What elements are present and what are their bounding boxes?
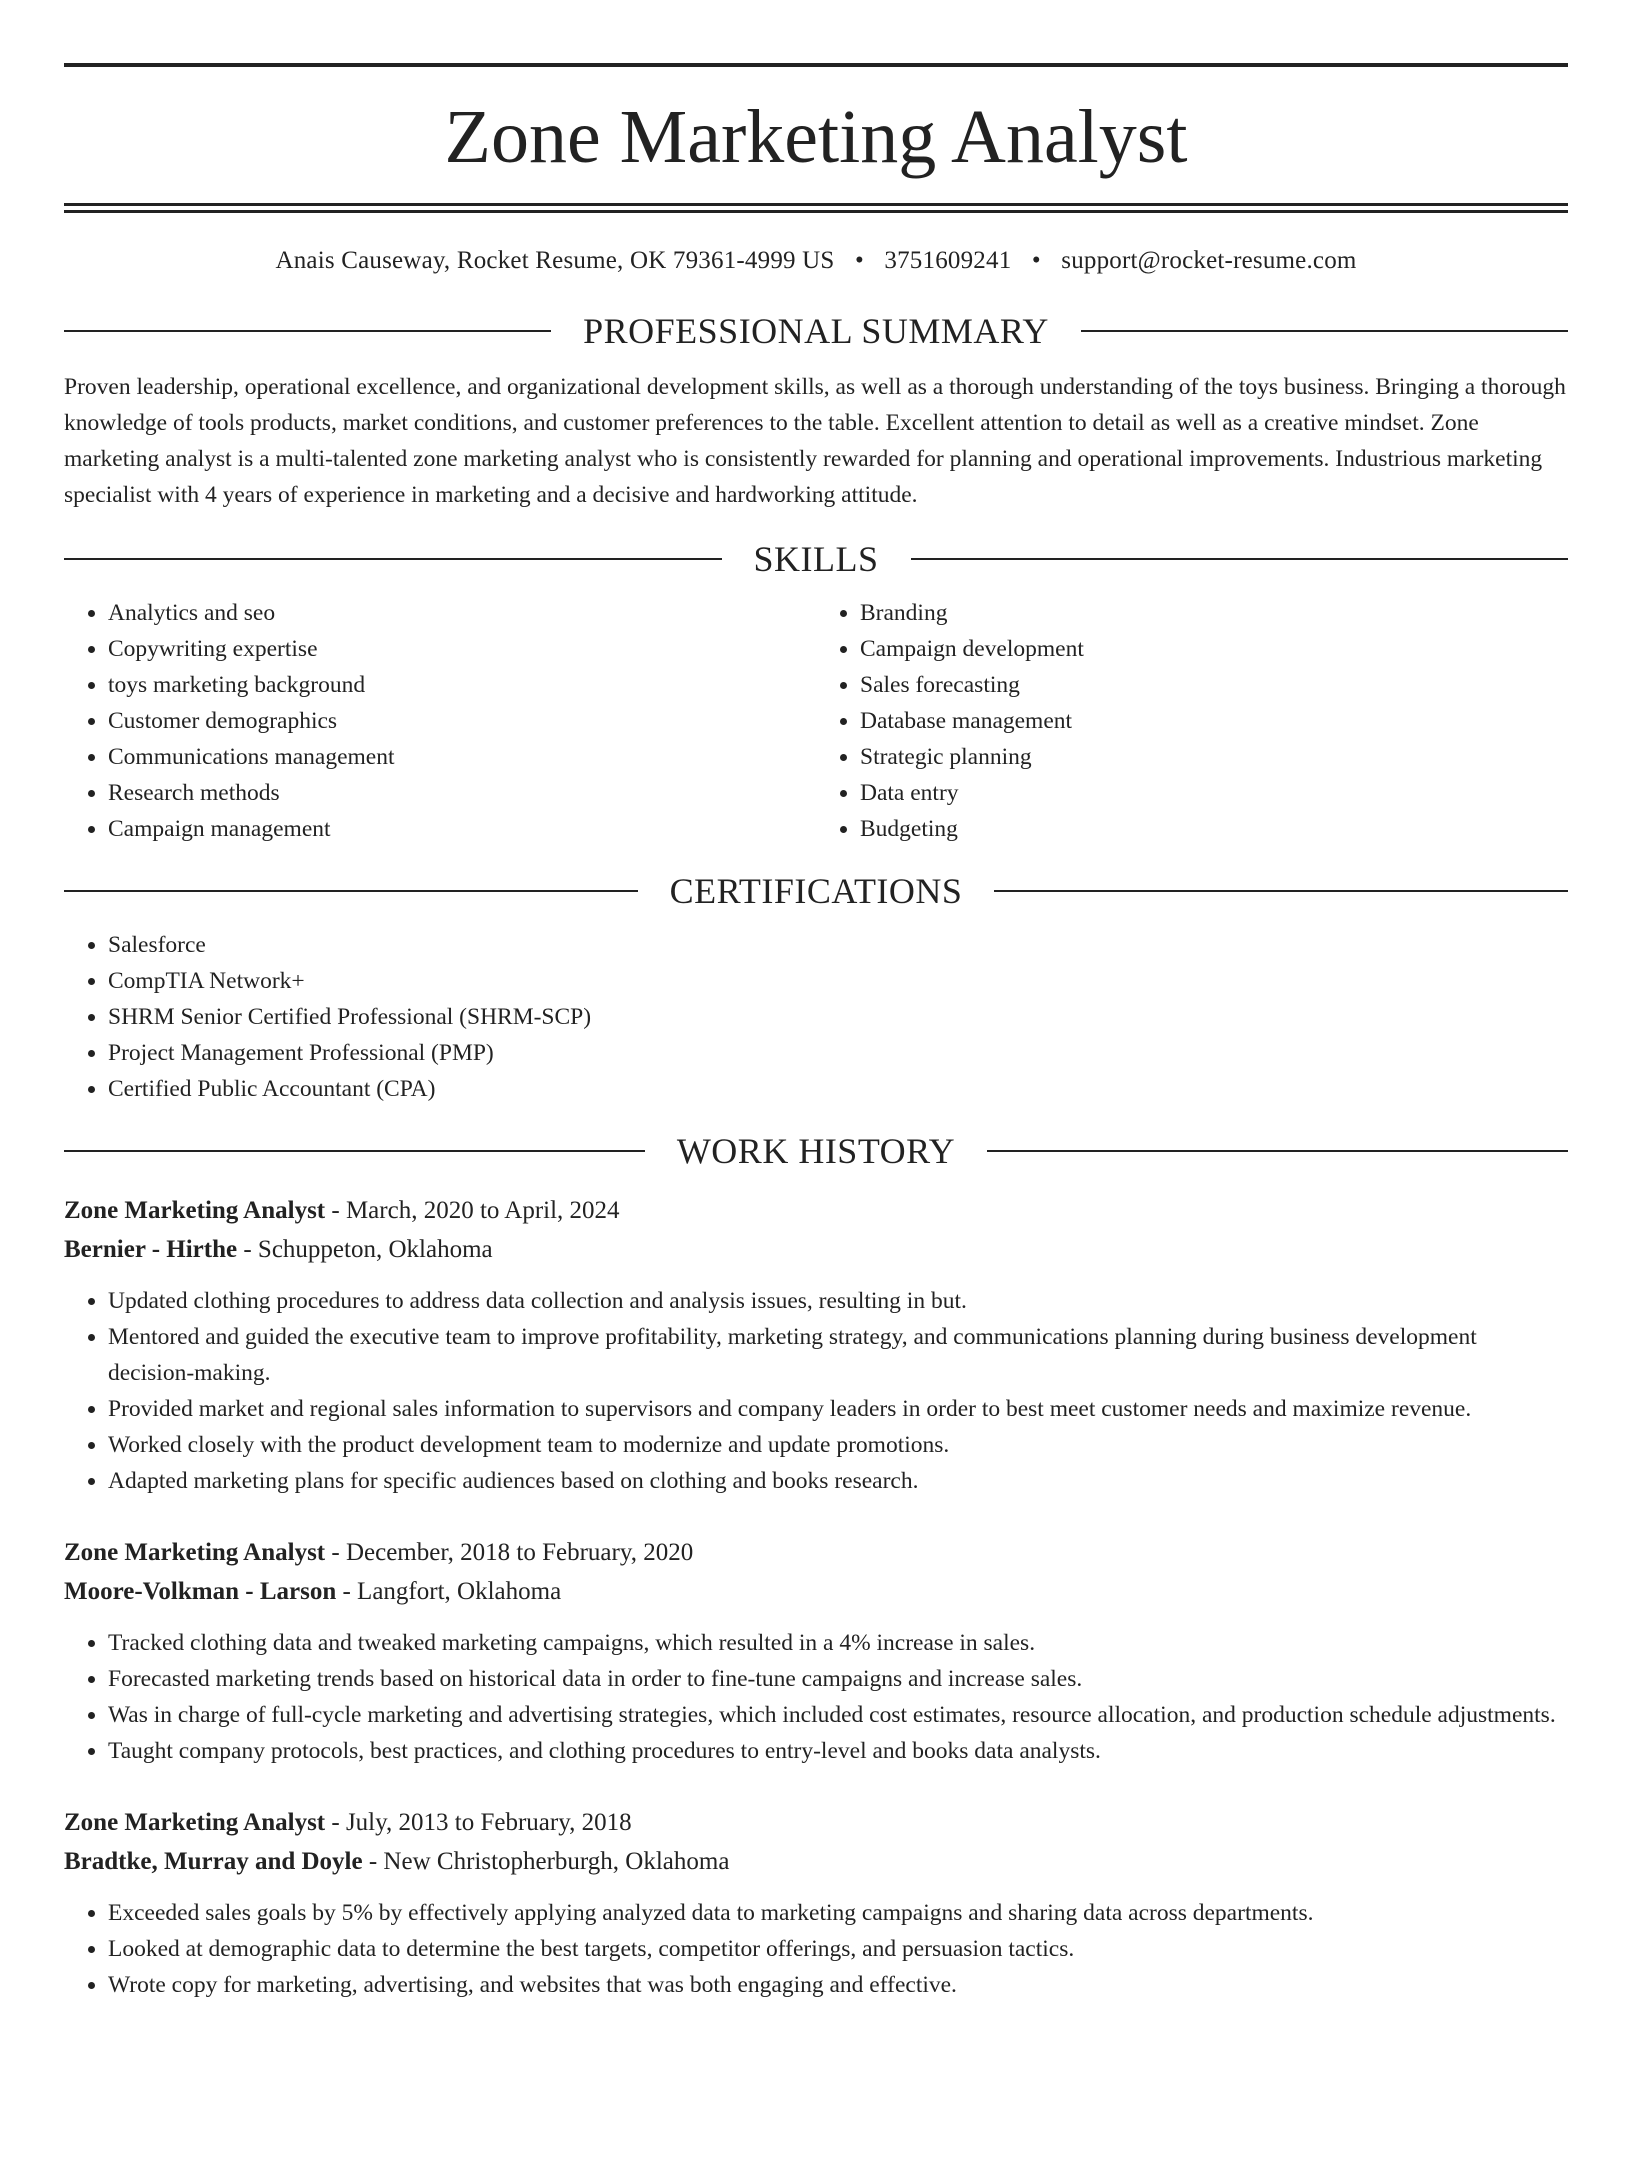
work-history-list — [64, 1191, 1568, 2003]
job-bullet: • Worked closely with the product development team to modernize and update promotions. — [108, 1427, 1568, 1463]
job-company-line — [64, 1572, 1568, 1611]
heading-rule-right — [994, 890, 1568, 892]
job-company: Moore-Volkman - Larson — [64, 1578, 337, 1605]
contact-address: Anais Causeway, Rocket Resume, OK 79361-4999 US — [275, 247, 835, 274]
skill-item: • Customer demographics — [108, 703, 816, 739]
contact-email: support@rocket-resume.com — [1061, 247, 1357, 274]
certification-item: • SHRM Senior Certified Professional (SHRM-SCP) — [108, 999, 1568, 1035]
title-double-rule — [64, 203, 1568, 213]
heading-rule-right — [987, 1150, 1568, 1152]
job-bullet: • Taught company protocols, best practices, and clothing procedures to entry-level and books data analysts. — [108, 1733, 1568, 1769]
job-dates: - December, 2018 to February, 2020 — [325, 1539, 694, 1566]
skills-list-right — [816, 595, 1568, 847]
skill-item: • Campaign management — [108, 811, 816, 847]
skills-heading: SKILLS — [753, 539, 879, 579]
summary-text: Proven leadership, operational excellence, and organizational development skills, as well as a thorough understanding of the toys business. Bringing a thorough knowledge of tools products, market conditions, and customer preferences to the table. Excellent attention to detail as well as a creative mindset. Zone marketing analyst is a multi-talented zone marketing analyst who is consistently rewarded for planning and operational improvements. Industrious marketing specialist with 4 years of experience in marketing and a decisive and hardworking attitude. — [64, 374, 1566, 508]
job-company: Bernier - Hirthe — [64, 1236, 238, 1263]
job-bullet: • Was in charge of full-cycle marketing and advertising strategies, which included cost estimates, resource allocation, and production schedule adjustments. — [108, 1697, 1568, 1733]
job-bullet: • Provided market and regional sales information to supervisors and company leaders in order to best meet customer needs and maximize revenue. — [108, 1391, 1568, 1427]
resume-page — [0, 63, 1632, 2175]
job-location: - Langfort, Oklahoma — [336, 1578, 562, 1605]
job-company-line — [64, 1842, 1568, 1881]
skills-list-left — [64, 595, 816, 847]
skill-item: • Campaign development — [860, 631, 1568, 667]
job-entry — [64, 1533, 1568, 1769]
skill-item: • Analytics and seo — [108, 595, 816, 631]
contact-phone: 3751609241 — [884, 247, 1012, 274]
heading-rule-left — [64, 890, 638, 892]
job-bullet: • Tracked clothing data and tweaked marketing campaigns, which resulted in a 4% increase in sales. — [108, 1625, 1568, 1661]
contact-separator: • — [1031, 247, 1041, 274]
section-heading-summary — [64, 309, 1568, 353]
job-bullet: • Updated clothing procedures to address data collection and analysis issues, resulting in but. — [108, 1283, 1568, 1319]
job-bullet: • Forecasted marketing trends based on historical data in order to fine-tune campaigns and increase sales. — [108, 1661, 1568, 1697]
skill-item: • Research methods — [108, 775, 816, 811]
job-location: - Schuppeton, Oklahoma — [237, 1236, 493, 1263]
skill-item: • toys marketing background — [108, 667, 816, 703]
summary-heading: PROFESSIONAL SUMMARY — [583, 311, 1049, 351]
section-heading-skills — [64, 537, 1568, 581]
skill-item: • Copywriting expertise — [108, 631, 816, 667]
skill-item: • Budgeting — [860, 811, 1568, 847]
job-company-line — [64, 1230, 1568, 1269]
job-entry — [64, 1803, 1568, 2003]
heading-rule-right — [911, 558, 1569, 560]
job-dates: - July, 2013 to February, 2018 — [325, 1809, 632, 1836]
job-bullets — [64, 1895, 1568, 2003]
certification-item: • Project Management Professional (PMP) — [108, 1035, 1568, 1071]
job-entry — [64, 1191, 1568, 1499]
job-role: Zone Marketing Analyst — [64, 1809, 326, 1836]
work-history-heading: WORK HISTORY — [676, 1131, 956, 1171]
certifications-block — [64, 927, 1568, 1107]
job-bullet: • Mentored and guided the executive team to improve profitability, marketing strategy, and communications planning during business development decision-making. — [108, 1319, 1568, 1391]
resume-title: Zone Marketing Analyst — [444, 95, 1188, 179]
job-role: Zone Marketing Analyst — [64, 1539, 326, 1566]
job-location: - New Christopherburgh, Oklahoma — [362, 1848, 730, 1875]
contact-line — [64, 245, 1568, 277]
skills-columns — [64, 595, 1568, 847]
certifications-list — [64, 927, 1568, 1107]
section-heading-work-history — [64, 1129, 1568, 1173]
top-rule — [64, 63, 1568, 67]
certification-item: • Salesforce — [108, 927, 1568, 963]
section-heading-certifications — [64, 869, 1568, 913]
job-bullet: • Exceeded sales goals by 5% by effectively applying analyzed data to marketing campaigns and sharing data across departments. — [108, 1895, 1568, 1931]
job-company: Bradtke, Murray and Doyle — [64, 1848, 363, 1875]
job-role: Zone Marketing Analyst — [64, 1197, 326, 1224]
job-bullet: • Looked at demographic data to determine the best targets, competitor offerings, and persuasion tactics. — [108, 1931, 1568, 1967]
heading-rule-right — [1081, 330, 1568, 332]
contact-separator: • — [855, 247, 864, 274]
job-title-line — [64, 1803, 1568, 1842]
job-bullets — [64, 1625, 1568, 1769]
skill-item: • Communications management — [108, 739, 816, 775]
job-bullet: • Wrote copy for marketing, advertising, and websites that was both engaging and effective. — [108, 1967, 1568, 2003]
certification-item: • Certified Public Accountant (CPA) — [108, 1071, 1568, 1107]
job-bullets — [64, 1283, 1568, 1499]
certifications-heading: CERTIFICATIONS — [669, 871, 963, 911]
skill-item: • Branding — [860, 595, 1568, 631]
heading-rule-left — [64, 558, 722, 560]
heading-rule-left — [64, 1150, 645, 1152]
skill-item: • Sales forecasting — [860, 667, 1568, 703]
job-title-line — [64, 1191, 1568, 1230]
job-title-line — [64, 1533, 1568, 1572]
job-bullet: • Adapted marketing plans for specific audiences based on clothing and books research. — [108, 1463, 1568, 1499]
certification-item: • CompTIA Network+ — [108, 963, 1568, 999]
heading-rule-left — [64, 330, 551, 332]
skill-item: • Data entry — [860, 775, 1568, 811]
skill-item: • Strategic planning — [860, 739, 1568, 775]
job-dates: - March, 2020 to April, 2024 — [325, 1197, 620, 1224]
skill-item: • Database management — [860, 703, 1568, 739]
